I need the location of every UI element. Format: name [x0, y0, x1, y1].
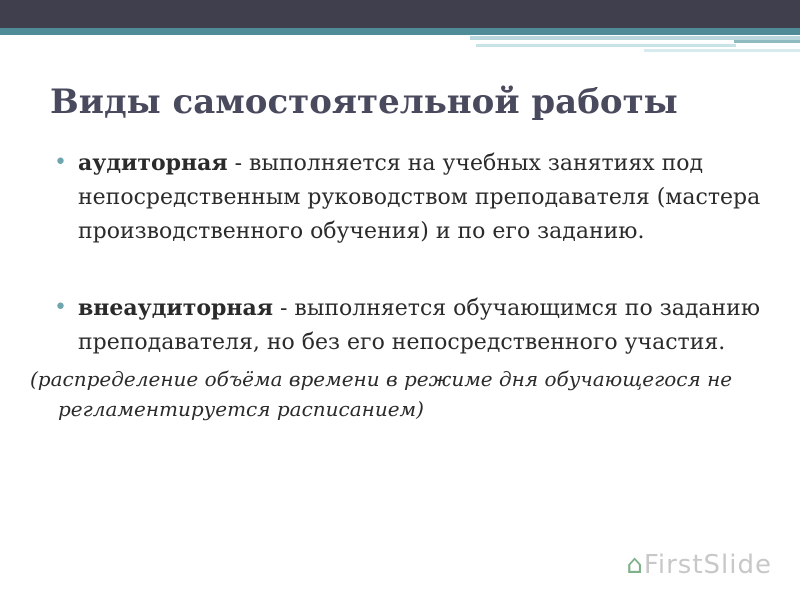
watermark-logo: ⌂FirstSlide [626, 550, 772, 580]
bullet-term: внеаудиторная [78, 295, 274, 321]
bullet-text: - выполняется обучающимся по заданию преподавателя, но без его непосредственного участия. [78, 296, 760, 355]
header-accent-strip [0, 28, 800, 35]
bullet-text: - выполняется на учебных занятиях под непосредственным руководством преподавателя (мастера производственного обучения) и по его заданию. [78, 151, 761, 244]
bullet-icon: • [54, 150, 67, 175]
slide-content [30, 146, 780, 424]
note-text: (распределение объёма времени в режиме дня обучающегося не регламентируется расписанием) [30, 367, 733, 421]
watermark-icon: ⌂ [626, 550, 644, 580]
slide-title: Виды самостоятельной работы [50, 82, 678, 122]
bullet-icon: • [54, 295, 67, 320]
decor-line [644, 49, 800, 52]
decor-line [476, 44, 736, 47]
bullet-term: аудиторная [78, 150, 228, 176]
bullet-item-auditory [50, 146, 780, 249]
header-bar [0, 0, 800, 28]
decor-line [734, 40, 800, 43]
bullet-item-extra-auditory [50, 291, 780, 360]
